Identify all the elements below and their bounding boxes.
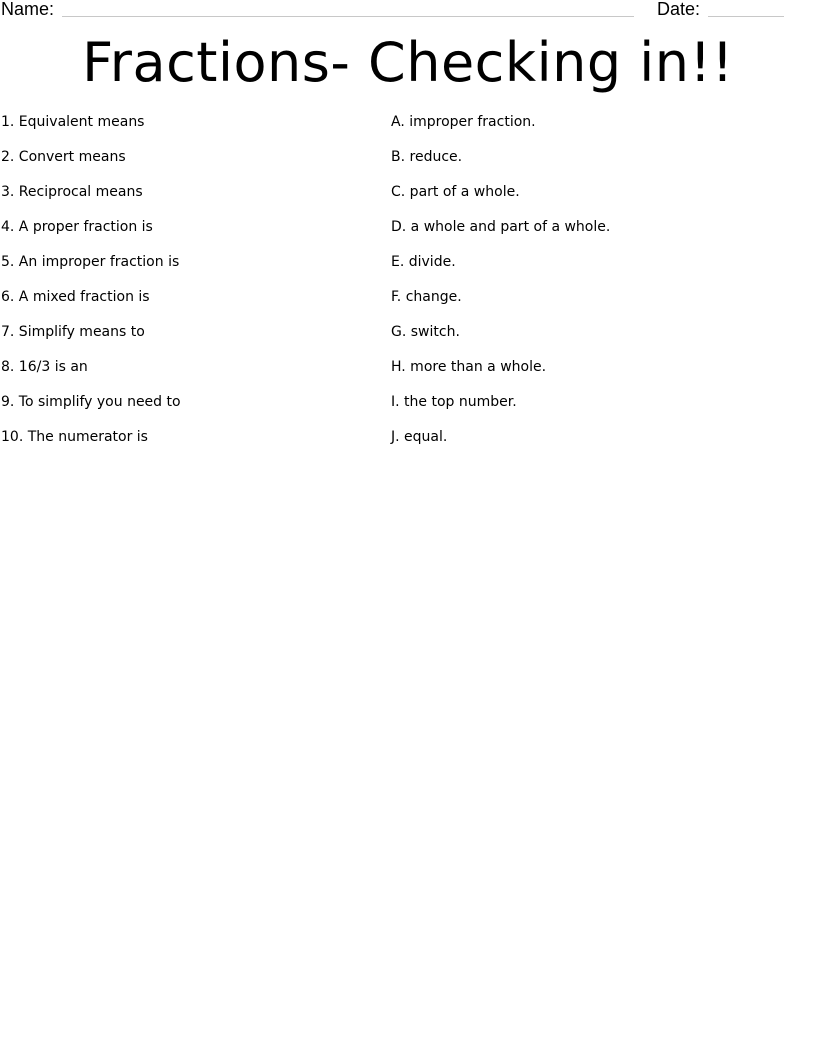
answer-item: G. switch. [391,324,460,340]
answers-column [391,112,811,462]
question-item: 1. Equivalent means [1,114,145,130]
answer-item: E. divide. [391,254,456,270]
question-item: 6. A mixed fraction is [1,289,150,305]
question-item: 5. An improper fraction is [1,254,180,270]
answer-item: B. reduce. [391,149,463,165]
header-line [0,0,816,22]
question-item: 4. A proper fraction is [1,219,153,235]
question-item: 2. Convert means [1,149,126,165]
answer-item: F. change. [391,289,462,305]
date-label: Date: [657,0,701,19]
answer-item: A. improper fraction. [391,114,536,130]
date-blank-line[interactable] [708,16,784,17]
page-title: Fractions- Checking in!! [82,31,734,94]
question-item: 10. The numerator is [1,429,148,445]
question-item: 9. To simplify you need to [1,394,181,410]
questions-column [1,112,371,462]
name-blank-line[interactable] [62,16,634,17]
question-item: 3. Reciprocal means [1,184,143,200]
question-item: 7. Simplify means to [1,324,145,340]
answer-item: H. more than a whole. [391,359,547,375]
answer-item: J. equal. [391,429,448,445]
answer-item: C. part of a whole. [391,184,520,200]
answer-item: I. the top number. [391,394,517,410]
name-label: Name: [1,0,55,19]
question-item: 8. 16/3 is an [1,359,88,375]
answer-item: D. a whole and part of a whole. [391,219,611,235]
